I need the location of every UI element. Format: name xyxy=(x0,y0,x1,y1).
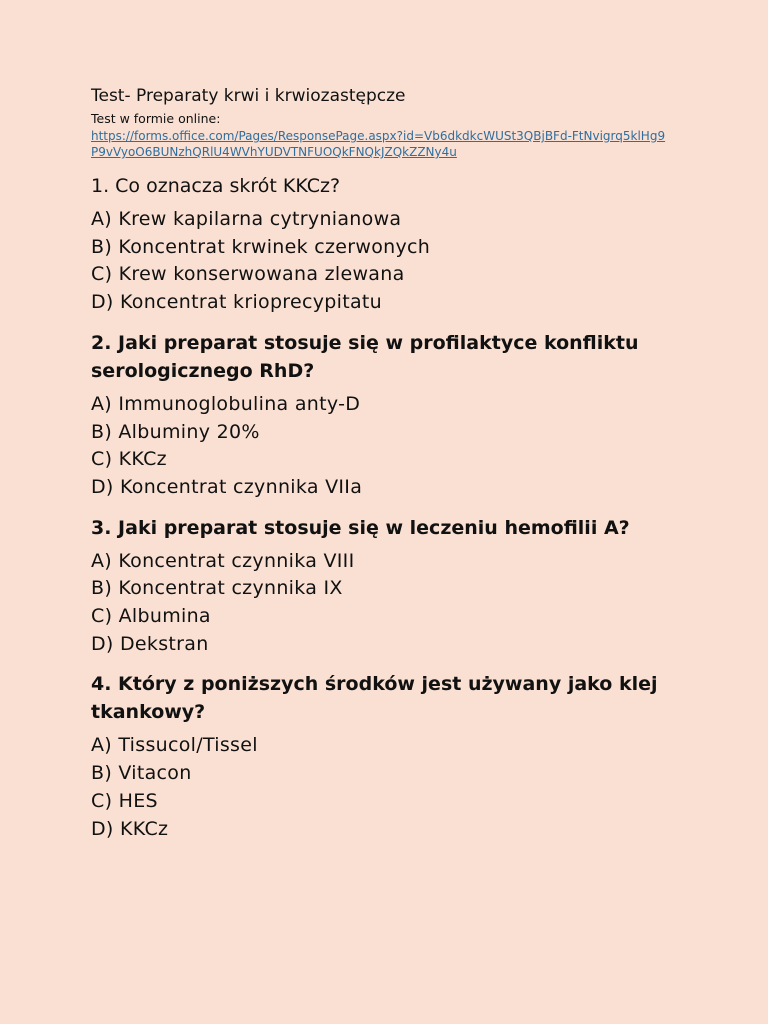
answer-option-a: A) Krew kapilarna cytrynianowa xyxy=(91,208,402,230)
answer-option-d: D) Koncentrat czynnika VIIa xyxy=(91,475,363,498)
question-text: 2. Jaki preparat stosuje się w profilaktyce konfliktu serologicznego RhD? xyxy=(91,331,639,382)
answer-option-a: A) Koncentrat czynnika VIII xyxy=(91,549,355,572)
answer-option-a: A) Immunoglobulina anty-D xyxy=(91,392,361,415)
answer-option-c: C) Albumina xyxy=(91,605,211,628)
answer-option-d: D) Koncentrat krioprecypitatu xyxy=(91,291,383,314)
answer-option-c: C) HES xyxy=(91,789,158,812)
question-4 xyxy=(91,670,691,843)
question-text: 4. Który z poniższych środków jest używany jako klej tkankowy? xyxy=(91,673,658,724)
document-page xyxy=(91,84,691,843)
answer-options xyxy=(91,732,691,843)
answer-option-b: B) Koncentrat czynnika IX xyxy=(91,577,343,600)
answer-option-b: B) Koncentrat krwinek czerwonych xyxy=(91,235,431,258)
document-title: Test- Preparaty krwi i krwiozastępcze xyxy=(91,86,406,106)
question-text: 3. Jaki preparat stosuje się w leczeniu hemofilii A? xyxy=(91,516,630,539)
question-3 xyxy=(91,514,691,659)
answer-option-c: C) KKCz xyxy=(91,448,167,471)
online-test-label: Test w formie online: xyxy=(91,111,221,126)
answer-option-b: B) Vitacon xyxy=(91,762,192,785)
question-2 xyxy=(91,329,691,502)
answer-options xyxy=(91,391,691,502)
answer-option-b: B) Albuminy 20% xyxy=(91,420,260,443)
answer-options xyxy=(91,206,691,317)
question-1 xyxy=(91,172,691,317)
answer-option-a: A) Tissucol/Tissel xyxy=(91,734,258,757)
question-text: 1. Co oznacza skrót KKCz? xyxy=(91,175,341,197)
answer-option-d: D) Dekstran xyxy=(91,632,209,655)
answer-option-c: C) Krew konserwowana zlewana xyxy=(91,263,405,286)
answer-options xyxy=(91,548,691,659)
online-test-link[interactable]: https://forms.office.com/Pages/ResponsePage.aspx?id=Vb6dkdkcWUSt3QBjBFd-FtNvigrq5klHg9P9vVyoO6BUNzhQRlU4WVhYUDVTNFUOQkFNQkJZQkZZNy4u xyxy=(91,129,666,159)
answer-option-d: D) KKCz xyxy=(91,817,169,840)
